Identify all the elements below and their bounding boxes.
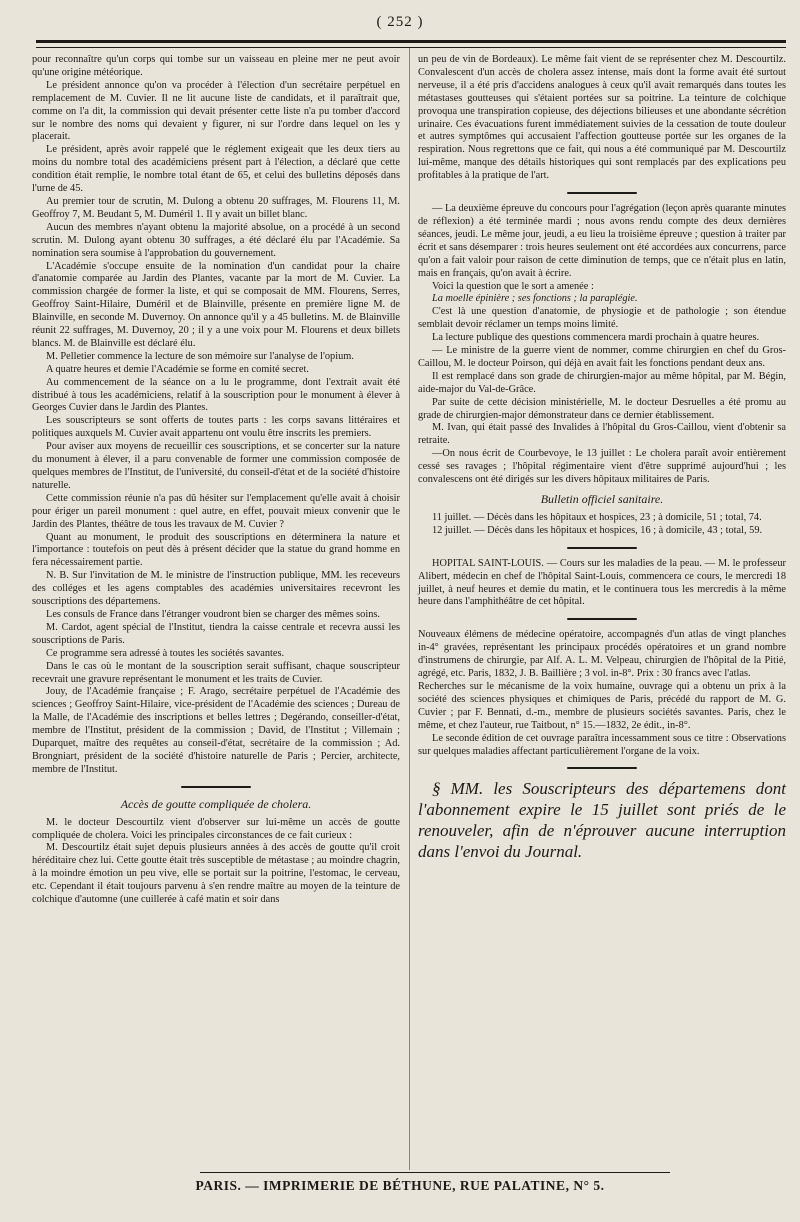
article-paragraph: M. le docteur Descourtilz vient d'observer sur lui-même un accès de goutte compliquée de cholera. Voici les principales circonstances de ce fait curieux : [32, 816, 400, 841]
article-paragraph: — La deuxième épreuve du concours pour l'agrégation (leçon après quarante minutes de réflexion) a été terminée mardi ; nous avons rendu compte des deux dernières séances, jeudi. Le même jour, jeudi, a eu lieu la troisième épreuve ; question à traiter par écrit et sans désemparer : trois heures seulement ont été accordées aux concurrens, parce qu'on a fait valoir pour raison de cette diminution de temps, que ce n'était plus en latin, mais en français, qu'on avait à écrire. [418, 203, 786, 279]
article-paragraph: Cette commission réunie n'a pas dû hésiter sur l'emplacement qu'elle avait à choisir pour ériger un pareil monument : quel autre, en effet, pouvait mieux convenir que le Jardin des Plantes, théâtre de tous les travaux de M. Cuvier ? [32, 492, 400, 530]
article-paragraph: — Le ministre de la guerre vient de nommer, comme chirurgien en chef du Gros-Caillou, M. le docteur Poirson, qui déjà en avait fait les fonctions pendant deux ans. [418, 345, 786, 369]
article-paragraph: Quant au monument, le produit des souscriptions en déterminera la nature et l'importance : toutefois on peut dès à présent décider que la statue du grand homme en fera nécessairement partie. [32, 531, 400, 569]
article-paragraph: Voici la question que le sort a amenée : [432, 280, 594, 292]
article-paragraph: Dans le cas où le montant de la souscription serait suffisant, chaque souscripteur recevrait une gravure représentant le monument et les traits de Cuvier. [32, 660, 400, 685]
section-separator [418, 188, 786, 198]
left-column [32, 54, 400, 907]
section-separator [32, 782, 400, 792]
article-paragraph: pour reconnaître qu'un corps qui tombe sur un vaisseau en pleine mer ne peut avoir qu'une origine météorique. [32, 54, 400, 78]
book-listing: Recherches sur le mécanisme de la voix humaine, ouvrage qui a obtenu un prix à la société des sciences physiques et chimiques de Paris, précédé du rapport de M. G. Cuvier ; par F. Bennati, d.-m., membre de plusieurs sociétés savantes. Paris, chez le même, et chez l'auteur, rue Taitbout, n° 15.—1832, 2e édit., in-8°. [418, 680, 786, 731]
article-paragraph: Le président, après avoir rappelé que le réglement exigeait que les deux tiers au moins du nombre total des académiciens présent part à l'élection, a déclaré que cette condition était remplie, le nombre total étant de 65, et celui des bulletins déposés dans l'urne de 45. [32, 144, 400, 195]
section-separator [418, 763, 786, 773]
article-paragraph: L'Académie s'occupe ensuite de la nomination d'un candidat pour la chaire d'anatomie comparée au Jardin des Plantes, vacante par la mort de M. Cuvier. La commission chargée de former la liste, et qui se composait de MM. Flourens, Serres, Geoffroy Saint-Hilaire, Duméril et de Blainville, présente en première ligne M. de Blainville, en seconde M. Duvernoy. On annonce qu'il y a 45 bulletins. M. de Blainville réunit 22 suffrages, M. Duvernoy, 20 ; il y a une voix pour M. Flourens et deux billets blancs. M. de Blainville est déclaré élu. [32, 260, 400, 349]
article-paragraph: M. Cardot, agent spécial de l'Institut, tiendra la caisse centrale et recevra aussi les souscriptions de Paris. [32, 621, 400, 646]
printer-imprint: PARIS. — IMPRIMERIE DE BÉTHUNE, RUE PALATINE, N° 5. [195, 1178, 605, 1193]
article-paragraph: M. Ivan, qui était passé des Invalides à l'hôpital du Gros-Caillou, vient d'obtenir sa retraite. [418, 422, 786, 447]
article-paragraph: un peu de vin de Bordeaux). Le même fait vient de se représenter chez M. Descourtilz. Convalescent d'un accès de cholera assez intense, mais dont la forme avait été surtout nerveuse, il a été pris d'accidens analogues à ceux qu'il avait remarqués dans toutes les métastases goutteuses qui s'étaient portées sur sa poitrine. La teinture de colchique provoqua une transpiration copieuse, des déjections bilieuses et une abondante sécrétion urinaire. Ces évacuations furent immédiatement suivies de la cessation de toute douleur et autres symptômes qui accusaient l'affection goutteuse portée sur les organes de la respiration. Nous regrettons que ce fait, qui nous a été communiqué par M. Descourtilz lui-même, manque des détails historiques qui sont remplacés par des explications peu profitables à la pratique de l'art. [418, 54, 786, 182]
section-separator [418, 614, 786, 624]
bulletin-entry: 12 juillet. — Décès dans les hôpitaux et hospices, 16 ; à domicile, 43 ; total, 59. [432, 524, 763, 536]
article-paragraph: La lecture publique des questions commencera mardi prochain à quatre heures. [432, 332, 760, 344]
article-paragraph: Au premier tour de scrutin, M. Dulong a obtenu 20 suffrages, M. Flourens 11, M. Geoffroy 7, M. Beudant 5, M. Duméril 1. Il y avait un billet blanc. [32, 195, 400, 220]
article-paragraph: Au commencement de la séance on a lu le programme, dont l'extrait avait été distribué à tous les académiciens, relatif à la souscription pour le monument à élever à Georges Cuvier dans le Jardin des Plantes. [32, 376, 400, 414]
article-paragraph: A quatre heures et demie l'Académie se forme en comité secret. [46, 363, 309, 375]
article-paragraph: Les souscripteurs se sont offerts de toutes parts : les corps savans littéraires et politiques auxquels M. Cuvier avait appartenu ont voulu être inscrits les premiers. [32, 415, 400, 440]
article-paragraph: Le président annonce qu'on va procéder à l'élection d'un secrétaire perpétuel en remplacement de M. Cuvier. Il ne lit aucune liste de candidats, et il paraîtrait que, comme on l'a dit, la commission qui devait présenter cette liste n'a pu tomber d'accord sur le nombre des noms qui devaient y figurer, ni sur l'ordre dans lequel on les y placerait. [32, 79, 400, 143]
book-listing: Nouveaux élémens de médecine opératoire, accompagnés d'un atlas de vingt planches in-4° gravées, représentant les principaux procédés opératoires et un grand nombre d'instrumens de chirurgie, par Alf. A. L. M. Velpeau, chirurgien de l'hôpital de la Pitié, agrégé, etc. Paris, 1832, J. B. Baillière ; 3 vol. in-8°. Prix : 30 francs avec l'atlas. [418, 629, 786, 680]
right-column [418, 54, 786, 862]
article-paragraph: C'est là une question d'anatomie, de physiogie et de pathologie ; son étendue semblait devoir réclamer un temps moins limité. [418, 306, 786, 331]
footer-rule [200, 1172, 670, 1173]
section-heading: Accès de goutte compliquée de cholera. [120, 796, 312, 811]
article-paragraph: Jouy, de l'Académie française ; F. Arago, secrétaire perpétuel de l'Académie des sciences ; Geoffroy Saint-Hilaire, vice-président de l'Académie des sciences ; Dureau de la Malle, de l'Académie des inscriptions et belles lettres ; Degérando, conseiller-d'état, membre de l'Institut, président de la commission ; David, de l'Institut ; Villemain ; Duparquet, maître des requêtes au conseil-d'état, secrétaire de la commission ; Ad. Brongniart, président de la société d'histoire naturelle de Paris ; Percier, architecte, membre de l'Institut. [32, 686, 400, 775]
article-paragraph: Pour aviser aux moyens de recueillir ces souscriptions, et se concerter sur la nature du monument à élever, il a paru convenable de former une commission composée de quelques membres de l'Institut, de l'université, du conseil-d'état et de la société d'histoire naturelle. [32, 441, 400, 491]
top-rule [36, 40, 786, 48]
article-paragraph: N. B. Sur l'invitation de M. le ministre de l'instruction publique, MM. les receveurs des colléges et les agens comptables des académies universitaires recevront les souscriptions des départemens. [32, 570, 400, 608]
bulletin-entry: 11 juillet. — Décès dans les hôpitaux et hospices, 23 ; à domicile, 51 ; total, 74. [432, 511, 762, 523]
article-paragraph: Il est remplacé dans son grade de chirurgien-major au même hôpital, par M. Bégin, aide-major du Val-de-Grâce. [418, 370, 786, 395]
article-paragraph: M. Descourtilz était sujet depuis plusieurs années à des accès de goutte qu'il croit héréditaire chez lui. Cette goutte était très susceptible de métastase ; au moindre chagrin, à la moindre émotion un peu vive, elle se portait sur la poitrine, l'estomac, le cerveau, etc. Cependant il était toujours parvenu à s'en rendre maître au moyen de la teinture de colchique d'automne (une cuillerée à café matin et soir dans [32, 842, 400, 906]
hopital-notice: HOPITAL SAINT-LOUIS. — Cours sur les maladies de la peau. — M. le professeur Alibert, médecin en chef de l'hôpital Saint-Louis, commencera ce cours, le mercredi 18 juillet, à neuf heures et demie du matin, et le continuera tous les mercredis à la même heure dans l'amphithéâtre de cet hôpital. [418, 557, 786, 608]
column-divider [409, 48, 410, 1170]
article-paragraph: Aucun des membres n'ayant obtenu la majorité absolue, on a procédé à un second scrutin. M. Dulong ayant obtenu 30 suffrages, a été déclaré élu par l'Académie. Sa nomination sera soumise à l'approbation du gouvernement. [32, 221, 400, 259]
article-paragraph: Par suite de cette décision ministérielle, M. le docteur Desruelles a été promu au grade de chirurgien-major démonstrateur dans ce dernier établissement. [418, 396, 786, 421]
book-listing: Le seconde édition de cet ouvrage paraîtra incessamment sous ce titre : Observations sur quelques maladies affectant particulièrement l'organe de la voix. [418, 732, 786, 757]
subscriber-notice: § MM. les Souscripteurs des départemens dont l'abonnement expire le 15 juillet sont priés de le renouveler, afin de n'éprouver aucune interruption dans l'envoi du Journal. [418, 779, 786, 862]
page-number: ( 252 ) [376, 14, 424, 30]
question-text: La moelle épinière ; ses fonctions ; la paraplégie. [432, 293, 638, 305]
article-paragraph: Les consuls de France dans l'étranger voudront bien se charger des mêmes soins. [46, 608, 381, 620]
article-paragraph: —On nous écrit de Courbevoye, le 13 juillet : Le cholera paraît avoir entièrement cessé ses ravages ; l'hôpital régimentaire vient d'être supprimé aujourd'hui ; les convalescens ont été dirigés sur les divers hôpitaux militaires de Paris. [418, 448, 786, 486]
section-separator [418, 543, 786, 553]
article-paragraph: Ce programme sera adressé à toutes les sociétés savantes. [46, 647, 285, 659]
article-paragraph: M. Pelletier commence la lecture de son mémoire sur l'analyse de l'opium. [46, 350, 354, 362]
bulletin-heading: Bulletin officiel sanitaire. [540, 492, 664, 506]
